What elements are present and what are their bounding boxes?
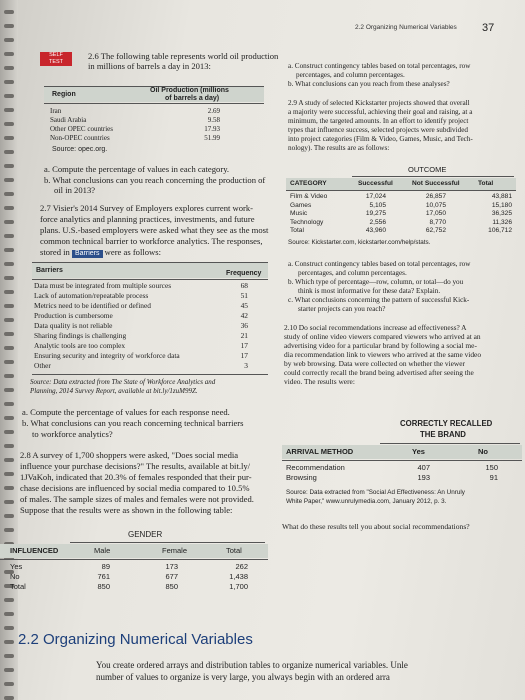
barrier-frequency-cell: 21: [240, 331, 248, 340]
barriers-rule: [32, 279, 268, 280]
problem-2-8-line: of males. The sample sizes of males and females were not provided.: [20, 494, 254, 504]
page-number: 37: [482, 22, 495, 34]
barrier-frequency-cell: 17: [240, 341, 248, 350]
problem-2-7-line: force analytics and planning practices, investments, and future: [40, 214, 255, 224]
kick-cell: 15,180: [491, 201, 512, 209]
problem-2-8-line: chase decisions are influenced by social media compared to 10.5%: [20, 483, 250, 493]
gender-col-header: Male: [94, 546, 111, 555]
barriers-col-name: Barriers: [36, 267, 63, 274]
recall-cell: 193: [417, 473, 430, 482]
binder-ring: [4, 108, 14, 112]
kick-title: OUTCOME: [408, 165, 447, 174]
problem-2-7-text: stored in: [40, 247, 70, 257]
kick-col-header: Not Successful: [412, 180, 460, 187]
recall-cell: 150: [485, 463, 498, 472]
recall-source: Source: Data extracted from "Social Ad Effectiveness: An Unruly: [286, 489, 465, 496]
oil-value-cell: 51.99: [204, 134, 220, 142]
binder-ring: [4, 444, 14, 448]
problem-2-6-line: in millions of barrels a day in 2013:: [88, 61, 211, 71]
gender-rule: [0, 559, 268, 560]
gender-cell: 173: [165, 562, 178, 571]
recall-cell: 407: [417, 463, 430, 472]
kick-cell: 26,857: [425, 193, 446, 200]
barriers-rule: [32, 374, 268, 375]
recall-title: CORRECTLY RECALLED: [400, 419, 493, 428]
question-2-9-b: b. Which type of percentage—row, column, or total—do you: [288, 278, 464, 286]
barrier-frequency-cell: 3: [244, 361, 248, 370]
rq-a: a. Construct contingency tables based on total percentages, row: [288, 62, 471, 70]
problem-2-8-line: 1JVaKoh, indicated that 20.3% of females responded that their pur-: [20, 472, 252, 482]
binder-ring: [4, 388, 14, 392]
barrier-name-cell: Production is cumbersome: [34, 311, 113, 320]
badge-line-2: TEST: [48, 59, 64, 65]
kick-cell: 106,712: [488, 227, 512, 234]
barriers-col-frequency: Frequency: [226, 270, 262, 277]
oil-table-rule: [44, 103, 264, 104]
barrier-frequency-cell: 51: [240, 291, 248, 300]
binder-ring: [4, 374, 14, 378]
binder-ring: [4, 80, 14, 84]
kick-row-label: Games: [290, 201, 312, 209]
problem-2-9-line: nology). The results are as follows:: [288, 144, 390, 152]
gender-row-label: Yes: [10, 562, 23, 571]
binder-ring: [4, 528, 14, 532]
kick-col-header: CATEGORY: [290, 180, 327, 187]
recall-cell: 91: [489, 473, 498, 482]
gender-col-header: Female: [162, 546, 188, 555]
recall-row-label: Recommendation: [286, 463, 345, 472]
gender-cell: 262: [235, 562, 248, 571]
kick-cell: 17,024: [365, 193, 386, 200]
problem-2-9-line: a majority were successful, achieving their goal and raising, at a: [288, 108, 473, 116]
problem-2-9-line: minimum, the targeted amounts. In an effort to identify project: [288, 117, 469, 125]
binder-ring: [4, 654, 14, 658]
question-2-9-c: c. What conclusions concerning the pattern of successful Kick-: [288, 296, 470, 304]
binder-ring: [4, 248, 14, 252]
binder-ring: [4, 164, 14, 168]
recall-corner: ARRIVAL METHOD: [286, 447, 354, 456]
binder-ring: [4, 640, 14, 644]
binder-ring: [4, 150, 14, 154]
binder-ring: [4, 360, 14, 364]
barrier-name-cell: Data quality is not reliable: [34, 321, 113, 330]
barrier-frequency-cell: 42: [240, 311, 248, 320]
gender-cell: 1,438: [229, 572, 248, 581]
barrier-name-cell: Ensuring security and integrity of workforce data: [34, 351, 180, 360]
binder-ring: [4, 514, 14, 518]
problem-2-7-line: plans. U.S.-based employers were asked what they see as the most: [40, 225, 269, 235]
binder-ring: [4, 304, 14, 308]
oil-source: Source: opec.org.: [52, 146, 108, 153]
binder-ring: [4, 682, 14, 686]
oil-value-cell: 2.69: [207, 107, 220, 115]
binder-ring: [4, 24, 14, 28]
problem-2-9-line: 2.9 A study of selected Kickstarter projects showed that overall: [288, 99, 470, 107]
gender-cell: 677: [165, 572, 178, 581]
binder-ring: [4, 458, 14, 462]
kick-source: Source: Kickstarter.com, kickstarter.com/help/stats.: [288, 239, 431, 246]
kick-cell: 2,556: [369, 218, 386, 226]
binder-ring: [4, 220, 14, 224]
kick-row-label: Music: [290, 210, 308, 217]
problem-2-10-line: 2.10 Do social recommendations increase ad effectiveness? A: [284, 323, 467, 332]
kick-cell: 5,105: [369, 201, 386, 209]
question-2-9-b-cont: think is most informative for these data? Explain.: [298, 287, 441, 295]
binder-ring: [4, 332, 14, 336]
barriers-rule: [32, 262, 268, 263]
oil-region-cell: Other OPEC countries: [50, 125, 113, 133]
binder-ring: [4, 52, 14, 56]
problem-2-9-line: into project categories (Film & Video, Games, Music, and Tech-: [288, 135, 473, 143]
binder-ring: [4, 178, 14, 182]
binder-ring: [4, 626, 14, 630]
binder-ring: [4, 94, 14, 98]
binder-ring: [4, 122, 14, 126]
problem-2-10-line: study of online video viewers compared viewers who arrived at an: [284, 332, 481, 341]
problem-2-10-line: by web browsing. Data were collected on whether the viewer: [284, 359, 466, 368]
gender-rule: [70, 542, 265, 543]
question-2-9-a-cont: percentages, and column percentages.: [298, 269, 407, 277]
data-file-tag: Barriers: [72, 250, 103, 258]
recall-col-header: Yes: [412, 447, 425, 456]
problem-2-7-line: [40, 248, 161, 258]
problem-2-10-line: advertising video for a particular brand by following a social me-: [284, 341, 477, 350]
kick-row-label: Film & Video: [290, 193, 328, 200]
problem-2-8-line: Suppose that the results were as shown in the following table:: [20, 505, 233, 515]
oil-value-cell: 17.93: [204, 125, 220, 133]
recall-col-header: No: [478, 447, 488, 456]
binder-ring: [4, 276, 14, 280]
gender-title: GENDER: [128, 530, 163, 539]
kick-cell: 43,881: [491, 193, 512, 200]
barriers-source: Planning, 2014 Survey Report, available at bit.ly/1zuM99Z.: [30, 387, 198, 395]
kick-row-label: Technology: [290, 218, 324, 226]
recall-rule: [380, 443, 520, 444]
binder-ring: [4, 136, 14, 140]
gender-row-label: No: [10, 572, 20, 581]
binder-ring: [4, 486, 14, 490]
question-2-6-b-cont: oil in 2013?: [54, 185, 96, 195]
problem-2-7-line: common technical barrier to workforce analytics. The responses,: [40, 236, 263, 246]
gender-col-header: Total: [226, 546, 242, 555]
problem-2-10-line: could correctly recall the brand being advertised after seeing the: [284, 368, 474, 377]
gender-cell: 1,700: [229, 582, 248, 591]
barriers-source: Source: Data extracted from The State of Workforce Analytics and: [30, 378, 216, 386]
binder-ring: [4, 472, 14, 476]
recall-rule: [282, 460, 522, 461]
barrier-frequency-cell: 17: [240, 351, 248, 360]
problem-2-7-text: were as follows:: [104, 247, 161, 257]
problem-2-7-line: 2.7 Visier's 2014 Survey of Employers explores current work-: [40, 203, 254, 213]
section-heading: 2.2 Organizing Numerical Variables: [18, 631, 253, 648]
question-2-9-a: a. Construct contingency tables based on total percentages, row: [288, 260, 471, 268]
barrier-name-cell: Metrics need to be identified or defined: [34, 301, 151, 310]
question-2-10: What do these results tell you about social recommendations?: [282, 522, 470, 531]
problem-2-10-line: video. The results were:: [284, 377, 355, 386]
oil-region-cell: Saudi Arabia: [50, 116, 87, 124]
barrier-name-cell: Sharing findings is challenging: [34, 331, 127, 340]
binder-ring: [4, 234, 14, 238]
problem-2-8-line: 2.8 A survey of 1,700 shoppers were asked, "Does social media: [20, 450, 239, 460]
binder-ring: [4, 402, 14, 406]
kick-cell: 62,752: [425, 227, 446, 234]
binder-ring: [4, 612, 14, 616]
binder-ring: [4, 416, 14, 420]
problem-2-9-line: types that influence success, selected projects were subdivided: [288, 126, 469, 134]
binder-ring: [4, 206, 14, 210]
section-body-line: You create ordered arrays and distribution tables to organize numerical variables. Unle: [96, 660, 408, 670]
oil-region-cell: Iran: [50, 107, 62, 115]
question-2-7-b-cont: to workforce analytics?: [32, 429, 113, 439]
recall-title-2: THE BRAND: [420, 430, 466, 439]
section-body-line: number of values to organize is very large, you always begin with an ordered arra: [96, 672, 390, 682]
oil-col-production-2: of barrels a day): [165, 95, 220, 102]
binder-ring: [4, 598, 14, 602]
binder-ring: [4, 430, 14, 434]
gender-cell: 89: [101, 562, 110, 571]
gender-cell: 850: [165, 582, 178, 591]
kick-col-header: Successful: [358, 180, 393, 187]
barrier-name-cell: Analytic tools are too complex: [34, 341, 126, 350]
barrier-name-cell: Lack of automation/repeatable process: [34, 291, 149, 300]
binder-ring: [4, 346, 14, 350]
barrier-frequency-cell: 68: [240, 281, 248, 290]
kick-cell: 10,075: [425, 201, 446, 209]
problem-2-8-line: influence your purchase decisions?" The results, available at bit.ly/: [20, 461, 251, 471]
binder-ring: [4, 696, 14, 700]
gender-row-label: Total: [10, 582, 26, 591]
kick-cell: 19,275: [365, 210, 386, 217]
recall-row-label: Browsing: [286, 473, 317, 482]
recall-source: White Paper," www.unrulymedia.com, January 2012, p. 3.: [286, 498, 447, 505]
binder-ring: [4, 262, 14, 266]
binder-ring: [4, 668, 14, 672]
binder-ring: [4, 290, 14, 294]
binder-spine: [0, 0, 18, 700]
running-header: 2.2 Organizing Numerical Variables: [355, 24, 457, 31]
self-test-badge: [40, 52, 72, 66]
gender-corner: INFLUENCED: [10, 546, 59, 555]
oil-col-region: Region: [52, 91, 76, 98]
binder-ring: [4, 192, 14, 196]
question-2-9-c-cont: starter projects can you reach?: [298, 305, 386, 313]
kick-rule: [352, 176, 514, 177]
question-2-6-b: b. What conclusions can you reach concerning the production of: [44, 175, 266, 185]
binder-ring: [4, 66, 14, 70]
gender-cell: 761: [97, 572, 110, 581]
kick-cell: 36,325: [491, 210, 512, 217]
barrier-name-cell: Other: [34, 361, 51, 370]
gender-cell: 850: [97, 582, 110, 591]
kick-rule: [286, 190, 516, 191]
kick-cell: 17,050: [425, 210, 446, 217]
kick-cell: 8,770: [429, 218, 446, 226]
binder-ring: [4, 318, 14, 322]
binder-ring: [4, 38, 14, 42]
question-2-7-a: a. Compute the percentage of values for each response need.: [22, 407, 230, 417]
kick-col-header: Total: [478, 180, 494, 187]
problem-2-6-line: 2.6 The following table represents world oil production: [88, 51, 279, 61]
barrier-frequency-cell: 36: [240, 321, 248, 330]
oil-value-cell: 9.58: [207, 116, 220, 124]
binder-ring: [4, 10, 14, 14]
oil-col-production: Oil Production (millions: [150, 87, 229, 94]
question-2-7-b: b. What conclusions can you reach concerning technical barriers: [22, 418, 244, 428]
kick-cell: 11,326: [492, 218, 512, 226]
rq-b: b. What conclusions can you reach from these analyses?: [288, 80, 450, 88]
barrier-name-cell: Data must be integrated from multiple sources: [34, 281, 172, 290]
kick-row-label: Total: [290, 227, 304, 234]
binder-ring: [4, 500, 14, 504]
rq-a-cont: percentages, and column percentages.: [296, 71, 405, 79]
question-2-6-a: a. Compute the percentage of values in each category.: [44, 164, 230, 174]
problem-2-10-line: dia recommendation link to viewers who arrived at the same video: [284, 350, 482, 359]
badge-line-1: SELF: [49, 52, 63, 58]
oil-region-cell: Non-OPEC countries: [50, 134, 110, 142]
barrier-frequency-cell: 45: [240, 301, 248, 310]
kick-cell: 43,960: [365, 227, 386, 234]
